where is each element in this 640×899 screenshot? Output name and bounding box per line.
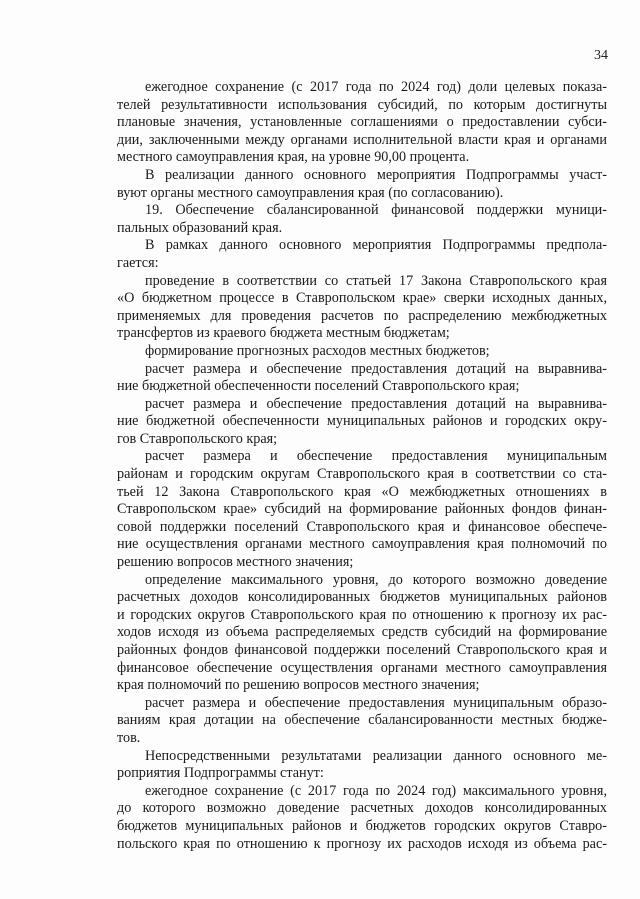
text-line: Непосредственными результатами реализации данного основного ме- — [145, 747, 607, 764]
text-line: роприятия Подпрограммы станут: — [117, 765, 324, 782]
text-line: расчетных доходов консолидированных бюджетов муниципальных районов — [117, 589, 607, 606]
text-line: ние осуществления органами местного самоуправления края полномочий по — [117, 536, 607, 553]
text-line: трансфертов из краевого бюджета местным бюджетам; — [117, 325, 450, 342]
text-line: ходов исходя из объема распределяемых средств субсидий на формирование — [117, 624, 607, 641]
text-line: районам и городским округам Ставропольского края в соответствии со ста- — [117, 466, 607, 483]
text-line: Ставропольском крае» субсидий на формирование районных фондов финан- — [117, 501, 607, 518]
text-line: телей результативности использования субсидий, по которым достигнуты — [117, 96, 607, 113]
text-line: применяемых для проведения расчетов по распределению межбюджетных — [117, 307, 607, 324]
text-line: дии, заключенными между органами исполнительной власти края и органами — [117, 131, 607, 148]
text-line: гов Ставропольского края; — [117, 430, 278, 447]
text-line: плановые значения, установленные соглашениями о предоставлении субси- — [117, 114, 607, 131]
text-line: районных фондов финансовой поддержки поселений Ставропольского края и — [117, 642, 607, 658]
text-line: края полномочий по решению вопросов местного значения; — [117, 677, 480, 694]
text-line: пальных образований края. — [117, 219, 283, 236]
text-line: тьей 12 Закона Ставропольского края «О межбюджетных отношениях в — [117, 483, 607, 500]
text-line: В рамках данного основного мероприятия Подпрограммы предпола- — [145, 237, 607, 254]
text-line: расчет размера и обеспечение предоставления дотаций на выравнива- — [145, 360, 607, 377]
text-line: формирование прогнозных расходов местных бюджетов; — [145, 342, 490, 359]
text-line: местного самоуправления края, на уровне 90,00 процента. — [117, 149, 470, 166]
text-line: польского края по отношению к прогнозу их расходов исходя из объема рас- — [117, 835, 607, 852]
page-number: 34 — [594, 48, 608, 63]
text-line: ваниям края дотации на обеспечение сбалансированности местных бюдже- — [117, 712, 607, 729]
text-line: В реализации данного основного мероприятия Подпрограммы участ- — [145, 166, 607, 183]
text-line: «О бюджетном процессе в Ставропольском крае» сверки исходных данных, — [117, 290, 607, 307]
text-line: финансовое обеспечение осуществления органами местного самоуправления — [117, 659, 607, 676]
text-line: тов. — [117, 729, 141, 746]
text-line: бюджетов муниципальных районов и бюджетов городских округов Ставро- — [117, 817, 607, 834]
text-line: ежегодное сохранение (с 2017 года по 2024 год) доли целевых показа- — [145, 79, 607, 95]
text-line: вуют органы местного самоуправления края (по согласованию). — [117, 184, 504, 201]
text-line: гается: — [117, 254, 159, 271]
text-line: проведение в соответствии со статьей 17 Закона Ставропольского края — [145, 272, 607, 289]
text-line: расчет размера и обеспечение предоставления дотаций на выравнива- — [145, 395, 607, 412]
text-line: ние бюджетной обеспеченности поселений Ставропольского края; — [117, 378, 520, 395]
text-line: 19. Обеспечение сбалансированной финансовой поддержки муници- — [145, 202, 607, 219]
text-line: расчет размера и обеспечение предоставления муниципальным образо- — [145, 694, 607, 711]
text-line: ежегодное сохранение (с 2017 года по 2024 год) максимального уровня, — [145, 782, 607, 799]
text-line: и городских округов Ставропольского края по отношению к прогнозу их рас- — [117, 606, 607, 623]
text-line: определение максимального уровня, до которого возможно доведение — [145, 571, 607, 588]
text-line: до которого возможно доведение расчетных доходов консолидированных — [117, 800, 607, 817]
text-line: решению вопросов местного значения; — [117, 554, 354, 571]
text-line: ние бюджетной обеспеченности муниципальных районов и городских окру- — [117, 413, 607, 430]
body-text — [117, 79, 607, 853]
text-line: совой поддержки поселений Ставропольского края и финансовое обеспече- — [117, 518, 607, 535]
text-line: расчет размера и обеспечение предоставления муниципальным — [145, 448, 607, 465]
